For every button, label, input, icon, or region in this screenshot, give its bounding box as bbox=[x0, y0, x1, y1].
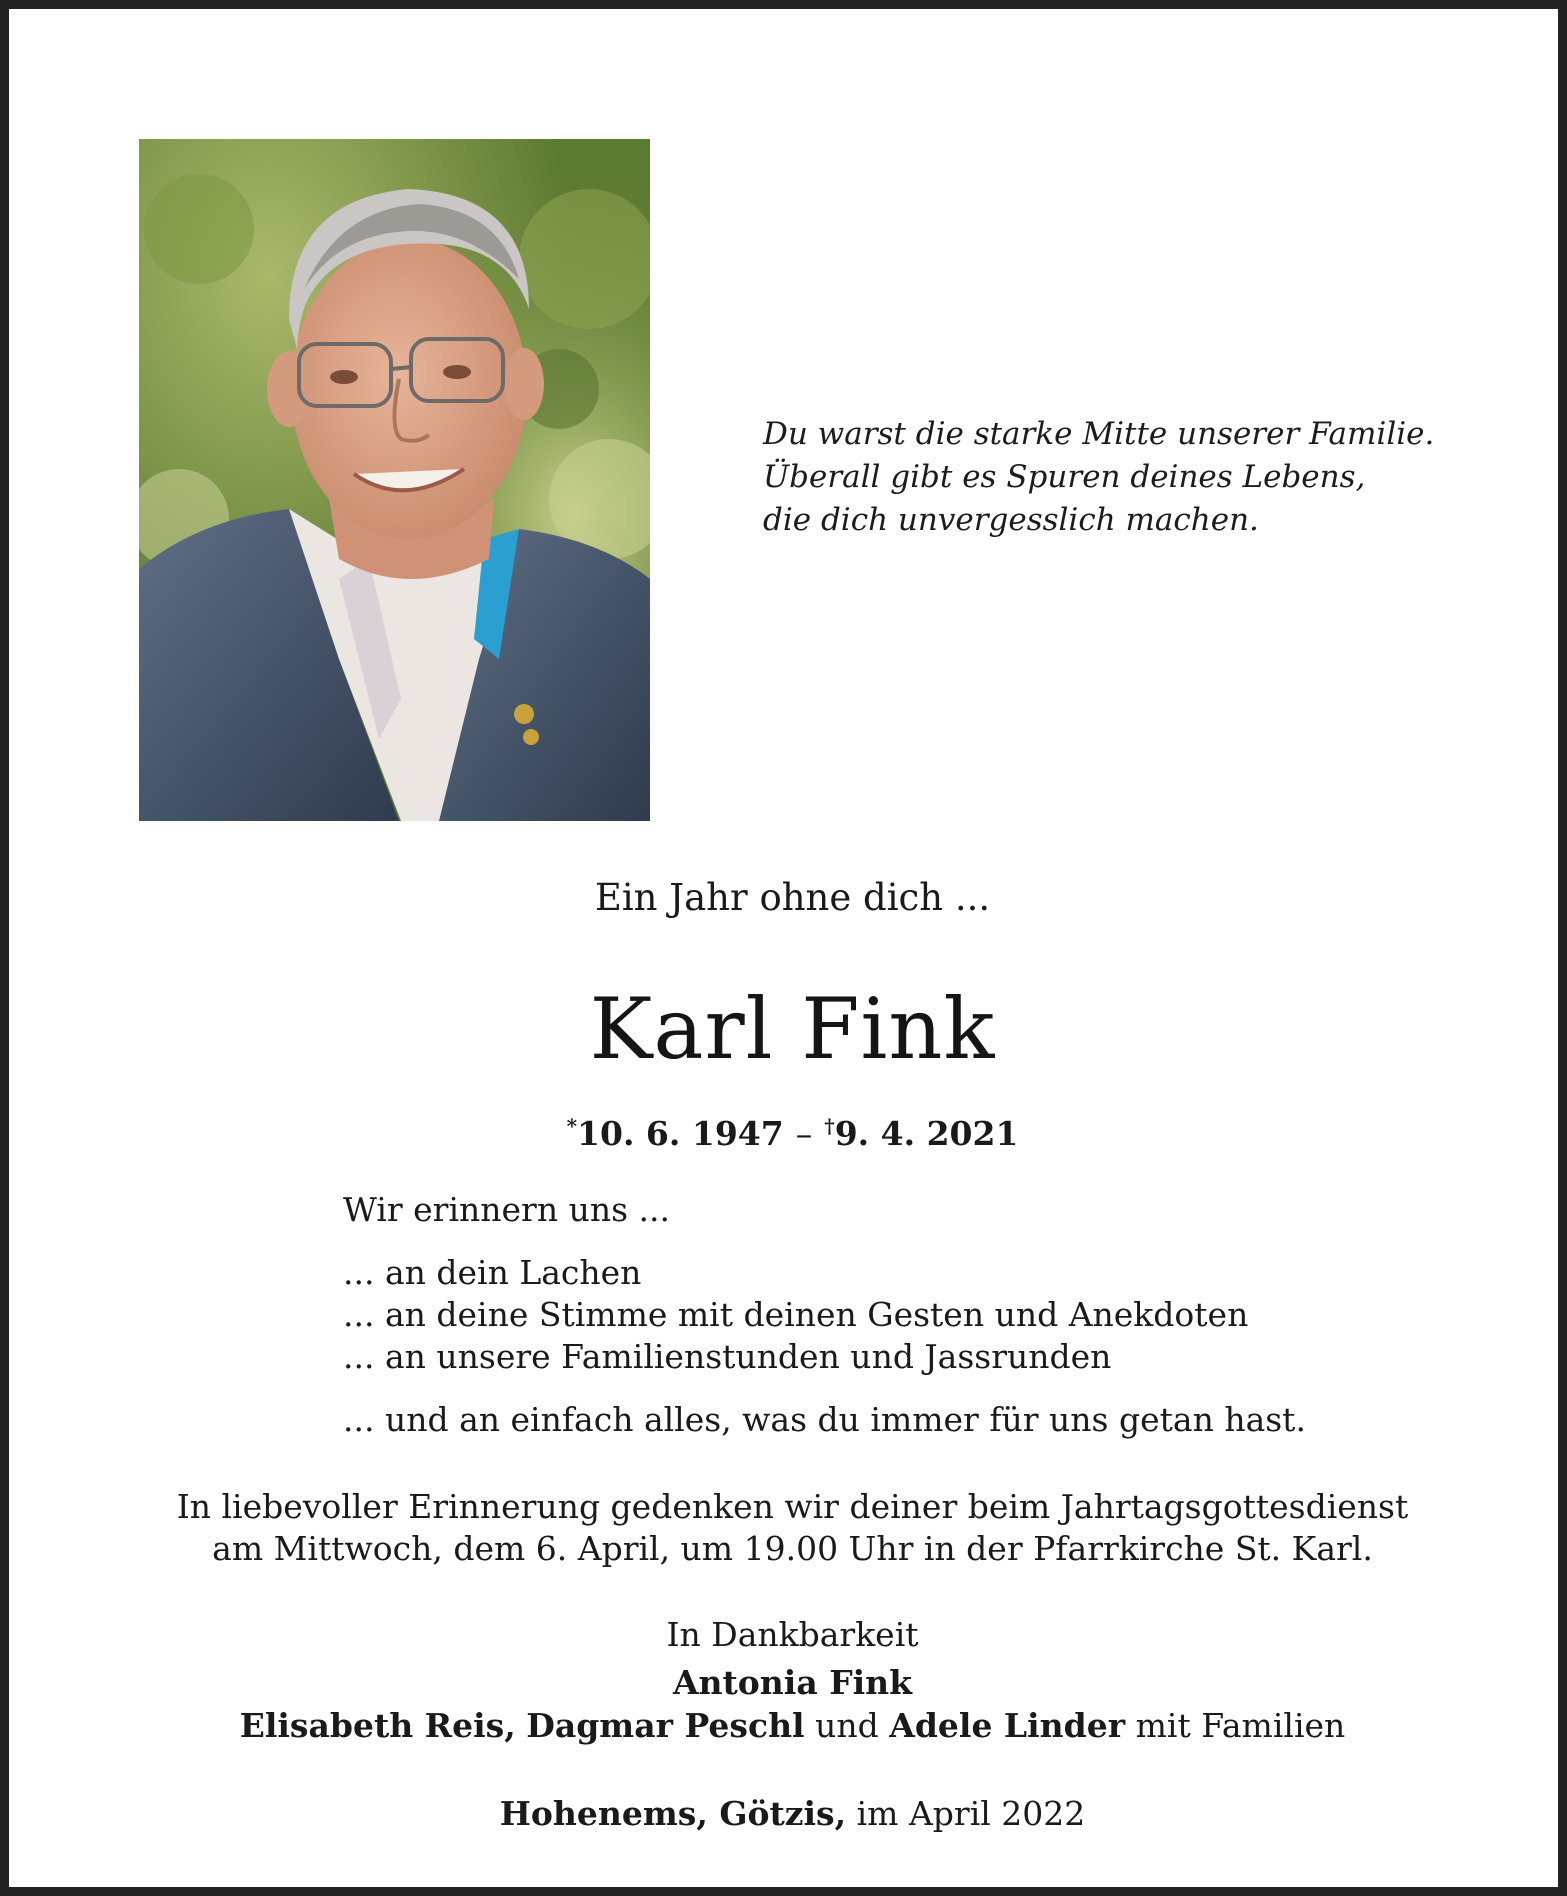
quote-line: die dich unvergesslich machen. bbox=[763, 502, 1259, 538]
intro-line: Ein Jahr ohne dich ... bbox=[594, 876, 991, 919]
thanks-line: In Dankbarkeit bbox=[666, 1615, 919, 1654]
life-dates bbox=[9, 1102, 1567, 1158]
memories-heading: Wir erinnern uns ... bbox=[343, 1190, 670, 1229]
place-and-date bbox=[9, 1792, 1567, 1836]
place-towns: Hohenems, Götzis, bbox=[499, 1794, 847, 1833]
mourner-name: Elisabeth Reis, bbox=[239, 1706, 516, 1745]
birth-symbol: * bbox=[566, 1114, 578, 1138]
mourner-name: Dagmar Peschl bbox=[526, 1706, 805, 1745]
death-symbol: † bbox=[824, 1114, 835, 1138]
mourner-suffix: mit Familien bbox=[1135, 1706, 1346, 1745]
remembrance-line: am Mittwoch, dem 6. April, um 19.00 Uhr in der Pfarrkirche St. Karl. bbox=[212, 1529, 1373, 1568]
place-date: im April 2022 bbox=[856, 1794, 1086, 1833]
mourner-joiner: und bbox=[815, 1706, 879, 1745]
memory-item: ... an deine Stimme mit deinen Gesten und Anekdoten bbox=[343, 1295, 1249, 1334]
death-date: 9. 4. 2021 bbox=[834, 1114, 1019, 1153]
remembrance-notice bbox=[9, 1486, 1567, 1570]
mourner-list bbox=[9, 1704, 1567, 1748]
memory-item: ... an unsere Familienstunden und Jassrunden bbox=[343, 1337, 1112, 1376]
memorial-quote bbox=[763, 413, 1503, 542]
date-separator: – bbox=[795, 1114, 813, 1153]
remembrance-line: In liebevoller Erinnerung gedenken wir deiner beim Jahrtagsgottesdienst bbox=[176, 1487, 1409, 1526]
deceased-name: Karl Fink bbox=[589, 980, 996, 1078]
mourner-name: Adele Linder bbox=[889, 1706, 1126, 1745]
primary-mourner: Antonia Fink bbox=[672, 1663, 913, 1702]
quote-line: Überall gibt es Spuren deines Lebens, bbox=[763, 459, 1366, 495]
quote-line: Du warst die starke Mitte unserer Familie. bbox=[763, 416, 1435, 452]
portrait-photo bbox=[139, 139, 650, 821]
memory-item: ... an dein Lachen bbox=[343, 1253, 642, 1292]
memories-closing: ... und an einfach alles, was du immer für uns getan hast. bbox=[343, 1400, 1306, 1439]
memories-list bbox=[343, 1252, 1493, 1378]
birth-date: 10. 6. 1947 bbox=[577, 1114, 784, 1153]
